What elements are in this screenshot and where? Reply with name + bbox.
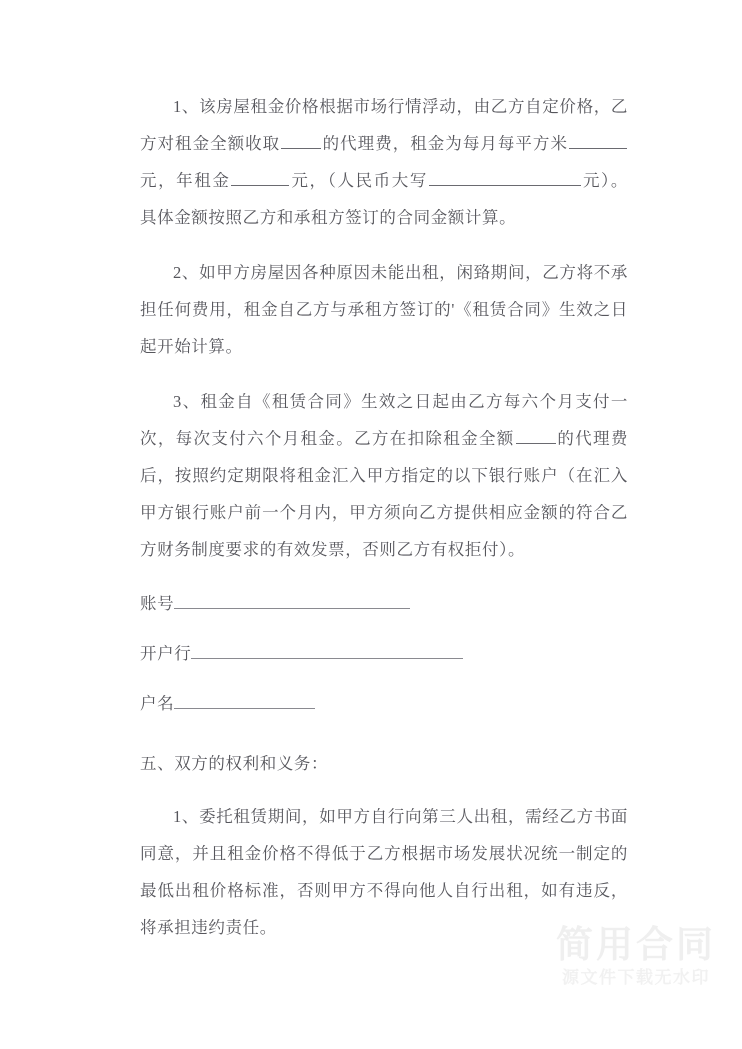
bank-field-blank-line[interactable]	[174, 695, 315, 709]
bank-field-blank-line[interactable]	[191, 645, 463, 659]
clause-number: 3、	[173, 392, 201, 411]
rights-and-obligations-section	[140, 745, 628, 964]
watermark-title: 简用合同	[556, 922, 716, 966]
bank-field-account-name	[140, 694, 600, 714]
clause-number: 2、	[173, 263, 200, 282]
fill-in-blank[interactable]	[569, 133, 627, 149]
clause-text: 委托租赁期间，如甲方自行向第三人出租，需经乙方书面同意，并且租金价格不得低于乙方根据市场发展状况统一制定的最低出租价格标准，否则甲方不得向他人自行出租，如有违反，将承担违约责任。	[140, 807, 629, 937]
clause-text: 的代理费后，按照约定期限将租金汇入甲方指定的以下银行账户（在汇入甲方银行账户前一个月内，甲方须向乙方提供相应金额的符合乙方财务制度要求的有效发票，否则乙方有权拒付）。	[140, 429, 628, 559]
clause-number: 1、	[173, 97, 200, 116]
bank-field-label: 账号	[140, 594, 175, 613]
clause-text: 元，年租金	[140, 171, 231, 190]
bank-field-account-number	[140, 594, 600, 614]
section-clause-1	[140, 798, 628, 946]
clause-list	[140, 88, 628, 586]
clause-text: 元）。具体金额按照乙方和承租方签订的合同金额计算。	[140, 171, 628, 227]
clause-2	[140, 254, 628, 365]
fill-in-blank[interactable]	[429, 170, 581, 186]
clause-text: 元，（人民币大写	[290, 171, 428, 190]
clause-3	[140, 383, 628, 568]
clause-text: 的代理费，租金为每月每平方米	[322, 134, 568, 153]
clause-text: 租金自《租赁合同》生效之日起由乙方每六个月支付一次，每次支付六个月租金。乙方在扣除租金全额	[140, 392, 629, 448]
bank-account-fields	[140, 594, 600, 744]
bank-field-label: 开户行	[140, 644, 192, 663]
clause-text: 如甲方房屋因各种原因未能出租，闲臵期间，乙方将不承担任何费用，租金自乙方与承租方签订的'《租赁合同》生效之日起开始计算。	[140, 263, 629, 356]
bank-field-opening-bank	[140, 644, 600, 664]
bank-field-blank-line[interactable]	[174, 595, 410, 609]
clause-number: 1、	[173, 807, 200, 826]
bank-field-label: 户名	[140, 694, 175, 713]
fill-in-blank[interactable]	[516, 428, 556, 444]
fill-in-blank[interactable]	[281, 133, 321, 149]
watermark-subtitle: 源文件下载无水印	[562, 967, 710, 988]
section-heading: 五、双方的权利和义务：	[140, 754, 329, 773]
fill-in-blank[interactable]	[231, 170, 289, 186]
clause-text: 该房屋租金价格根据市场行情浮动，由乙方自定价格，乙方对租金全额收取	[140, 97, 629, 153]
clause-1	[140, 88, 628, 236]
